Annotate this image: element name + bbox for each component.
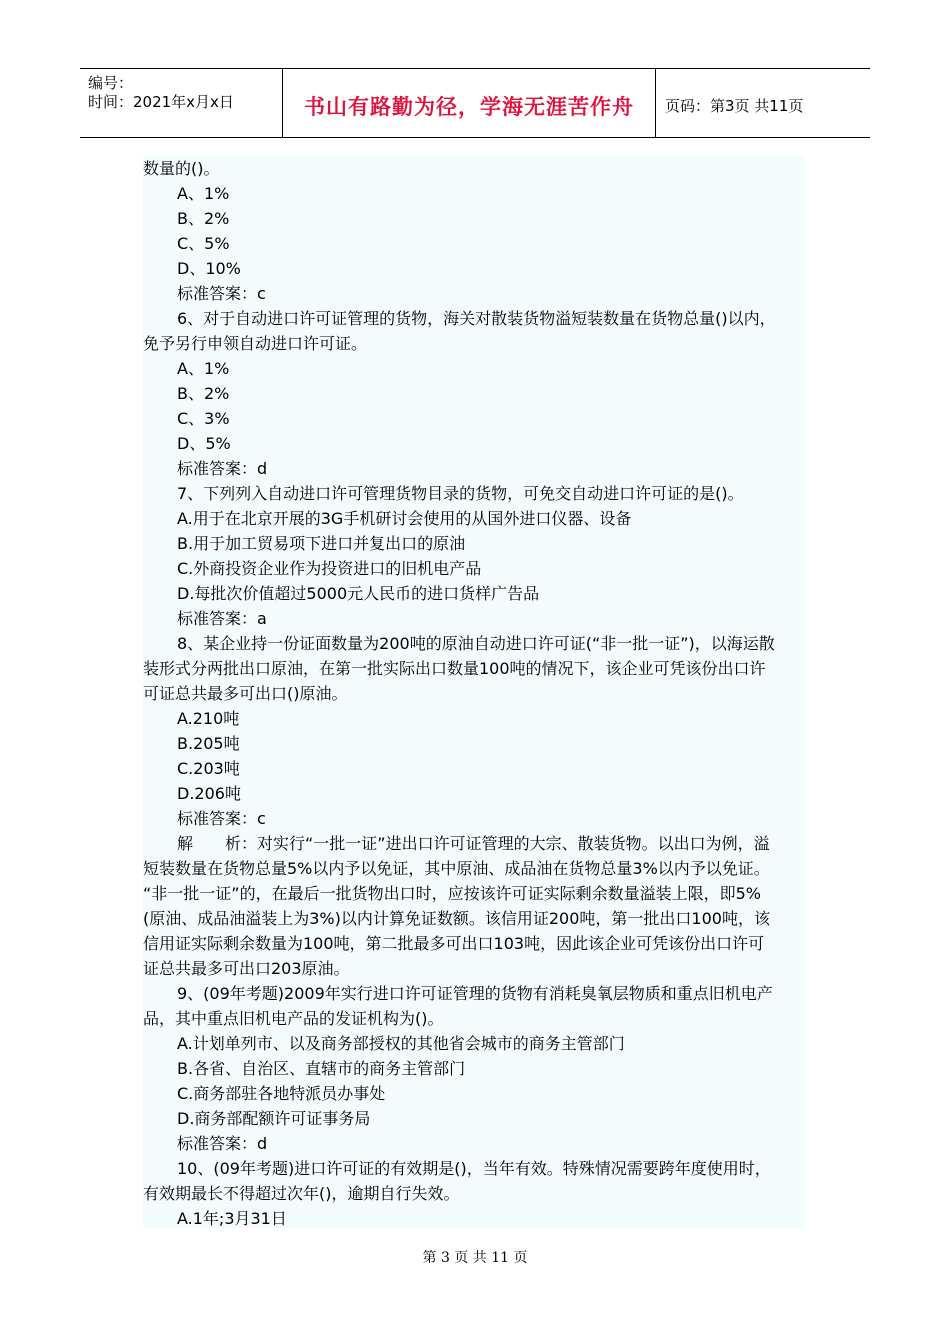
option-line: B.各省、自治区、直辖市的商务主管部门 (177, 1059, 466, 1078)
option-line: A.用于在北京开展的3G手机研讨会使用的从国外进口仪器、设备 (177, 509, 632, 528)
text-line: (原油、成品油溢装上为3%)以内计算免证数额。该信用证200吨，第一批出口100吨，该 (143, 909, 770, 928)
header-meta-cell (80, 69, 282, 137)
text-line: 装形式分两批出口原油，在第一批实际出口数量100吨的情况下，该企业可凭该份出口许 (143, 659, 766, 678)
header-motto: 书山有路勤为径，学海无涯苦作舟 (304, 94, 634, 119)
option-line: D.206吨 (177, 784, 241, 803)
document-date: 时间：2021年x月x日 (88, 93, 234, 111)
analysis-line: 解 析：对实行“一批一证”进出口许可证管理的大宗、散装货物。以出口为例，溢 (177, 834, 770, 853)
text-line: 数量的()。 (143, 159, 220, 178)
option-line: C.203吨 (177, 759, 240, 778)
header-page-info: 页码：第3页 共11页 (665, 97, 804, 115)
answer-line: 标准答案：d (177, 1134, 268, 1153)
question-line: 8、某企业持一份证面数量为200吨的原油自动进口许可证(“非一批一证”)，以海运散 (177, 634, 775, 653)
answer-line: 标准答案：c (177, 809, 266, 828)
option-line: B、2% (177, 384, 230, 403)
text-line: 证总共最多可出口203原油。 (143, 959, 350, 978)
header-page-cell (655, 69, 870, 137)
text-line: 短装数量在货物总量5%以内予以免证，其中原油、成品油在货物总量3%以内予以免证。 (143, 859, 770, 878)
option-line: D.商务部配额许可证事务局 (177, 1109, 371, 1128)
text-line: “非一批一证”的，在最后一批货物出口时，应按该许可证实际剩余数量溢装上限，即5% (143, 884, 761, 903)
question-line: 9、(09年考题)2009年实行进口许可证管理的货物有消耗臭氧层物质和重点旧机电产 (177, 984, 773, 1003)
header-motto-cell (282, 69, 656, 137)
option-line: A.1年;3月31日 (177, 1209, 287, 1228)
option-line: D、5% (177, 434, 231, 453)
option-line: C、3% (177, 409, 230, 428)
text-line: 免予另行申领自动进口许可证。 (143, 334, 368, 353)
option-line: A.计划单列市、以及商务部授权的其他省会城市的商务主管部门 (177, 1034, 625, 1053)
answer-line: 标准答案：d (177, 459, 268, 478)
text-line: 品，其中重点旧机电产品的发证机构为()。 (143, 1009, 444, 1028)
text-line: 有效期最长不得超过次年()，逾期自行失效。 (143, 1184, 460, 1203)
question-line: 10、(09年考题)进口许可证的有效期是()，当年有效。特殊情况需要跨年度使用时， (177, 1159, 771, 1178)
option-line: B、2% (177, 209, 230, 228)
option-line: A.210吨 (177, 709, 240, 728)
question-line: 7、下列列入自动进口许可管理货物目录的货物，可免交自动进口许可证的是()。 (177, 484, 744, 503)
option-line: C.商务部驻各地特派员办事处 (177, 1084, 386, 1103)
document-number-label: 编号： (88, 74, 134, 92)
option-line: D.每批次价值超过5000元人民币的进口货样广告品 (177, 584, 540, 603)
option-line: A、1% (177, 359, 230, 378)
option-line: D、10% (177, 259, 241, 278)
option-line: A、1% (177, 184, 230, 203)
option-line: B.用于加工贸易项下进口并复出口的原油 (177, 534, 466, 553)
answer-line: 标准答案：a (177, 609, 267, 628)
answer-line: 标准答案：c (177, 284, 266, 303)
text-line: 可证总共最多可出口()原油。 (143, 684, 348, 703)
option-line: C.外商投资企业作为投资进口的旧机电产品 (177, 559, 482, 578)
option-line: C、5% (177, 234, 230, 253)
question-line: 6、对于自动进口许可证管理的货物，海关对散装货物溢短装数量在货物总量()以内， (177, 309, 776, 328)
page-header (80, 68, 870, 138)
text-line: 信用证实际剩余数量为100吨，第二批最多可出口103吨，因此该企业可凭该份出口许可 (143, 934, 765, 953)
page-footer: 第 3 页 共 11 页 (422, 1250, 528, 1266)
document-body (143, 156, 805, 1228)
option-line: B.205吨 (177, 734, 240, 753)
